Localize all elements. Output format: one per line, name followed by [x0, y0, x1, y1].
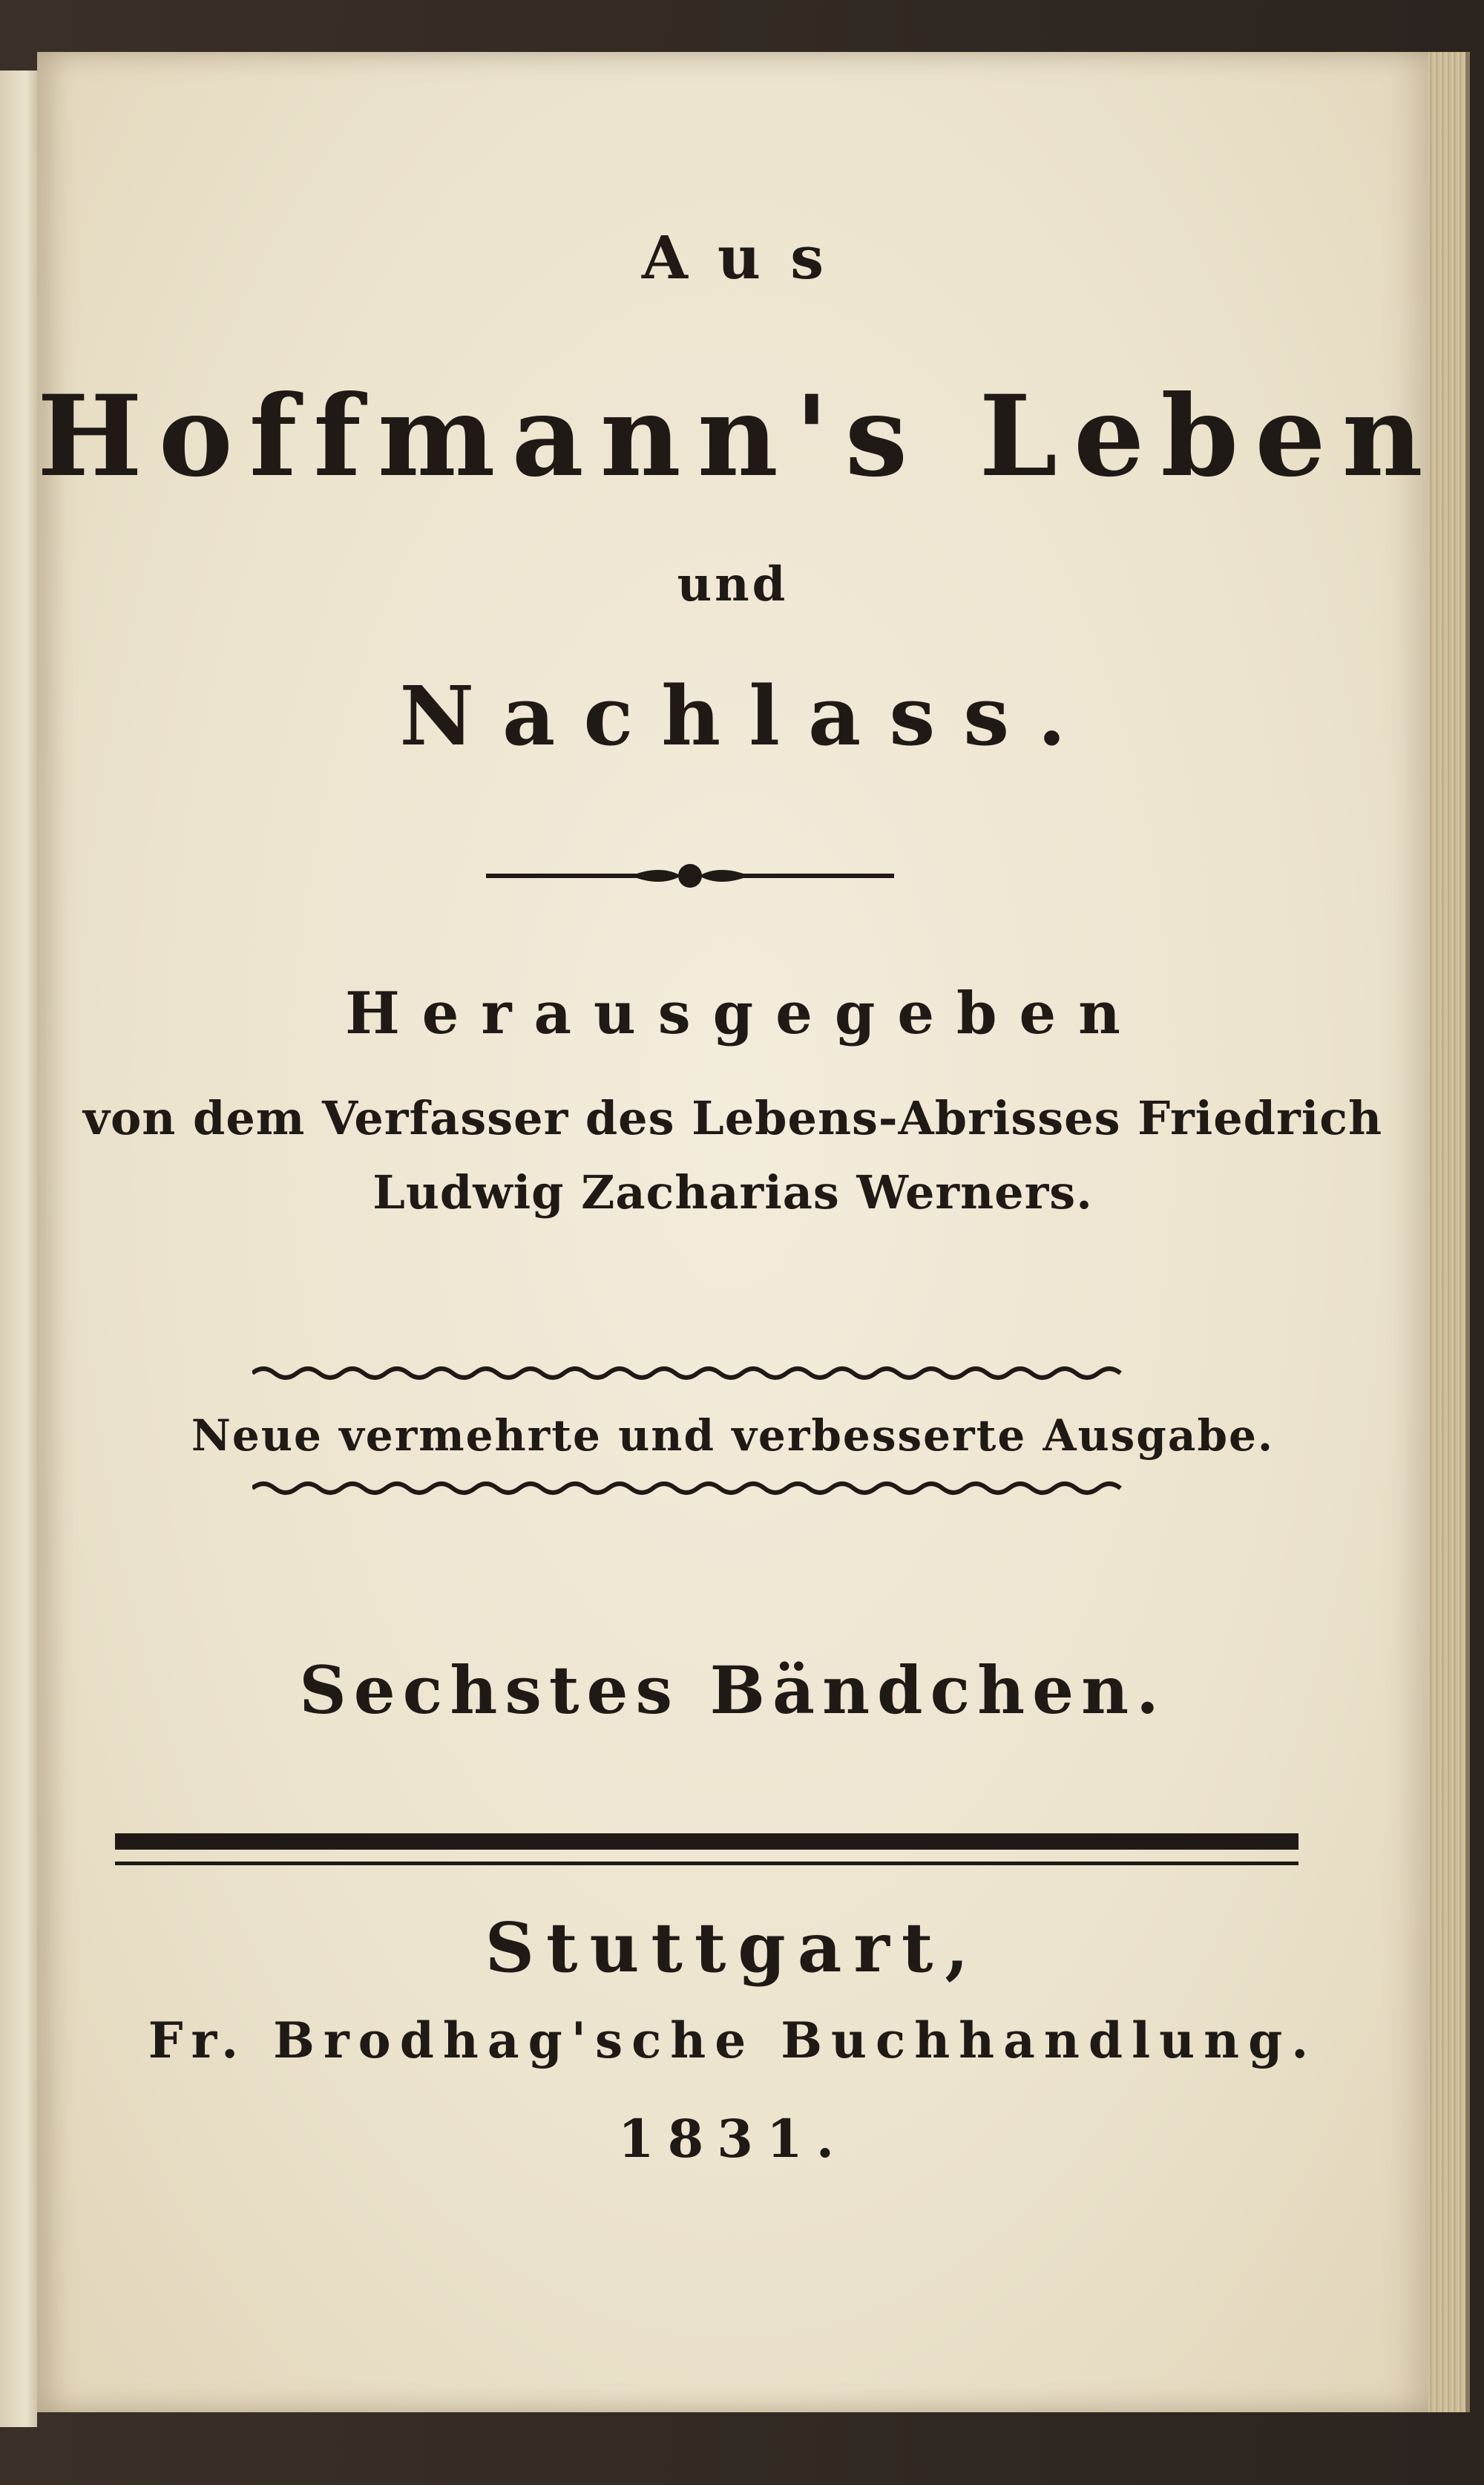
- title-und: und: [677, 557, 789, 612]
- edition-note: Neue vermehrte und verbesserte Ausgabe.: [191, 1410, 1275, 1461]
- place-of-publication: Stuttgart,: [485, 1908, 981, 1988]
- publication-year: 1831.: [617, 2108, 848, 2170]
- title-page: [37, 52, 1439, 2412]
- title-main: Hoffmann's Leben: [37, 371, 1439, 502]
- editor-line-1: von dem Verfasser des Lebens-Abrisses Friedrich: [82, 1091, 1383, 1145]
- previous-page-edge: [0, 71, 37, 2427]
- ornament-divider: [482, 854, 898, 898]
- editor-label: Herausgegeben: [345, 980, 1143, 1047]
- editor-line-2: Ludwig Zacharias Werners.: [372, 1165, 1093, 1219]
- title-aus: Aus: [641, 223, 854, 292]
- publisher-name: Fr. Brodhag'sche Buchhandlung.: [148, 2011, 1318, 2069]
- thick-rule: [115, 1833, 1298, 1850]
- wavy-rule-top: [252, 1362, 1128, 1384]
- volume-title: Sechstes Bändchen.: [299, 1651, 1166, 1729]
- title-nachlass: Nachlass.: [399, 668, 1094, 764]
- thin-rule: [115, 1862, 1298, 1865]
- wavy-rule-bottom: [252, 1477, 1128, 1499]
